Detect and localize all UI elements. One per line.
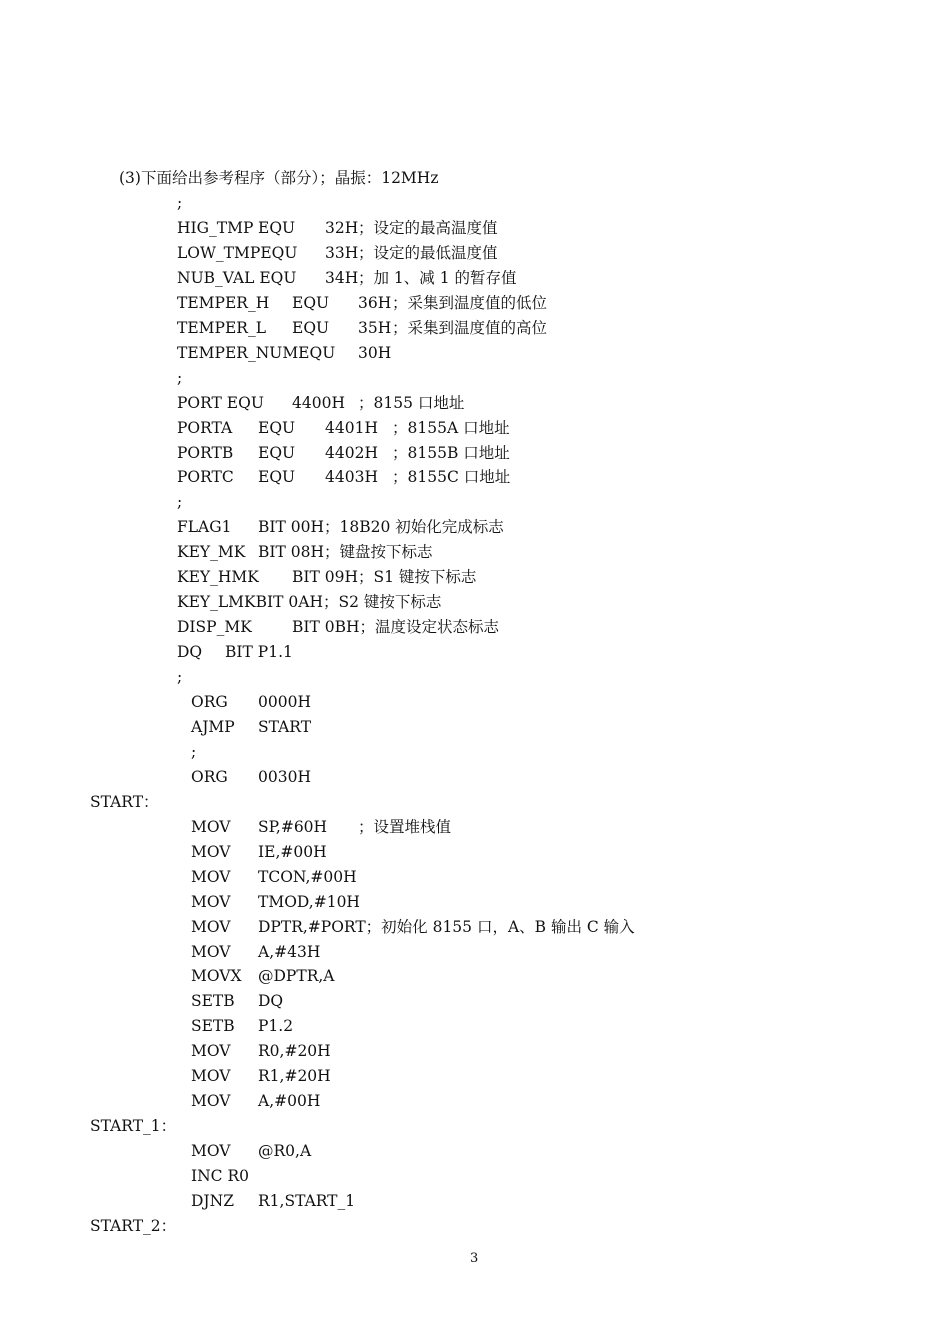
code-token: INC R0 — [191, 1167, 250, 1185]
code-token: START_1： — [90, 1117, 177, 1135]
code-token: FLAG1 — [177, 518, 232, 536]
code-token: ；8155A 口地址 — [392, 419, 510, 437]
code-token: ; — [177, 194, 183, 212]
code-token: BIT 09H；S1 键按下标志 — [292, 568, 477, 586]
code-token: AJMP — [191, 718, 235, 736]
code-token: DISP_MK — [177, 618, 252, 636]
code-token: 0000H — [258, 693, 311, 711]
code-token: ; — [177, 493, 183, 511]
code-token: MOV — [191, 868, 231, 886]
code-token: 4401H — [325, 419, 378, 437]
code-token: TEMPER_NUMEQU — [177, 344, 336, 362]
code-token: 4400H — [292, 394, 345, 412]
code-token: DQ — [258, 992, 284, 1010]
code-token: LOW_TMPEQU — [177, 244, 298, 262]
code-token: R0,#20H — [258, 1042, 331, 1060]
code-token: A,#43H — [258, 943, 321, 961]
code-token: R1,#20H — [258, 1067, 331, 1085]
code-token: P1.2 — [258, 1017, 294, 1035]
code-token: A,#00H — [258, 1092, 321, 1110]
code-token: 32H — [325, 219, 359, 237]
code-token: START — [258, 718, 312, 736]
code-token: BIT 0BH；温度设定状态标志 — [292, 618, 500, 636]
code-token: TEMPER_L — [177, 319, 266, 337]
code-token: MOV — [191, 1092, 231, 1110]
code-token: MOV — [191, 1042, 231, 1060]
page-number: 3 — [470, 1251, 479, 1266]
code-token: ；设置堆栈值 — [358, 818, 452, 836]
code-token: KEY_MK — [177, 543, 246, 561]
code-token: TMOD,#10H — [258, 893, 360, 911]
code-token: PORT EQU — [177, 394, 264, 412]
code-token: DJNZ — [191, 1192, 234, 1210]
code-token: KEY_LMKBIT 0AH；S2 键按下标志 — [177, 593, 442, 611]
code-token: MOV — [191, 843, 231, 861]
code-token: 35H — [358, 319, 392, 337]
code-token: KEY_HMK — [177, 568, 259, 586]
code-token: ; — [191, 743, 197, 761]
code-token: DPTR,#PORT；初始化 8155 口，A、B 输出 C 输入 — [258, 918, 635, 936]
code-token: NUB_VAL EQU — [177, 269, 297, 287]
code-token: MOV — [191, 943, 231, 961]
code-token: 4403H — [325, 468, 378, 486]
code-token: MOV — [191, 818, 231, 836]
section-heading: (3)下面给出参考程序（部分）；晶振：12MHz — [119, 169, 439, 187]
code-token: SETB — [191, 992, 235, 1010]
code-token: EQU — [258, 444, 296, 462]
code-token: BIT P1.1 — [225, 643, 293, 661]
code-token: 0030H — [258, 768, 311, 786]
code-token: ；8155 口地址 — [358, 394, 465, 412]
code-token: MOV — [191, 918, 231, 936]
code-token: TCON,#00H — [258, 868, 357, 886]
code-token: SETB — [191, 1017, 235, 1035]
code-token: 33H — [325, 244, 359, 262]
code-token: START： — [90, 793, 159, 811]
code-token: R1,START_1 — [258, 1192, 356, 1210]
code-token: ；加 1、减 1 的暂存值 — [358, 269, 517, 287]
code-token: EQU — [292, 294, 330, 312]
code-token: 34H — [325, 269, 359, 287]
code-token: ；8155B 口地址 — [392, 444, 510, 462]
code-token: ORG — [191, 768, 228, 786]
code-token: MOV — [191, 893, 231, 911]
code-token: ; — [177, 369, 183, 387]
code-token: PORTB — [177, 444, 234, 462]
code-token: ORG — [191, 693, 228, 711]
code-token: ；采集到温度值的低位 — [392, 294, 548, 312]
code-token: PORTC — [177, 468, 234, 486]
code-token: TEMPER_H — [177, 294, 270, 312]
code-token: DQ — [177, 643, 203, 661]
code-token: SP,#60H — [258, 818, 328, 836]
code-token: 4402H — [325, 444, 378, 462]
code-token: EQU — [292, 319, 330, 337]
code-token: BIT 00H；18B20 初始化完成标志 — [258, 518, 504, 536]
code-token: MOV — [191, 1067, 231, 1085]
code-token: ；8155C 口地址 — [392, 468, 511, 486]
code-token: 30H — [358, 344, 392, 362]
code-token: 36H — [358, 294, 392, 312]
code-token: MOV — [191, 1142, 231, 1160]
code-token: ; — [177, 668, 183, 686]
code-token: BIT 08H；键盘按下标志 — [258, 543, 433, 561]
code-token: EQU — [258, 468, 296, 486]
code-token: EQU — [258, 219, 296, 237]
code-token: ；采集到温度值的高位 — [392, 319, 548, 337]
code-token: @R0,A — [258, 1142, 312, 1160]
code-token: ；设定的最低温度值 — [358, 244, 498, 262]
code-token: START_2： — [90, 1217, 177, 1235]
code-token: @DPTR,A — [258, 967, 335, 985]
code-token: PORTA — [177, 419, 233, 437]
code-token: ；设定的最高温度值 — [358, 219, 498, 237]
code-token: IE,#00H — [258, 843, 327, 861]
code-token: EQU — [258, 419, 296, 437]
code-token: HIG_TMP — [177, 219, 254, 237]
code-token: MOVX — [191, 967, 242, 985]
